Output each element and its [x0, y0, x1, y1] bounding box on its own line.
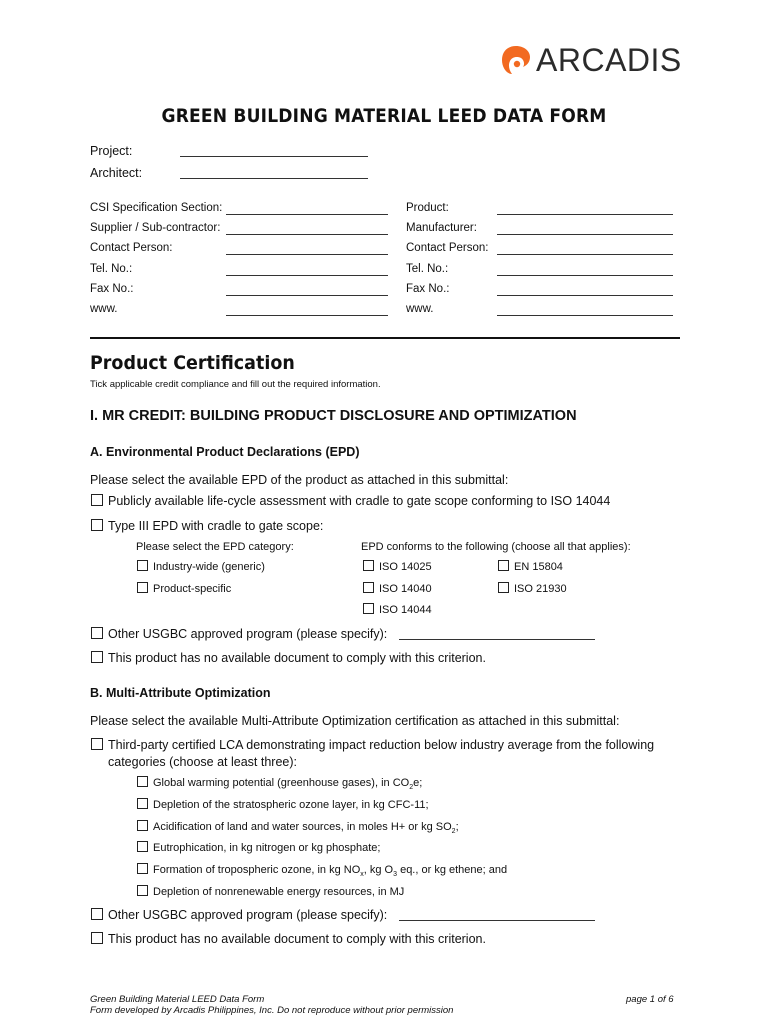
subscript: 2: [451, 828, 456, 836]
page-number: page 1 of 6: [626, 994, 674, 1005]
option-label: Acidification of land and water sources, in moles H+ or kg SO: [153, 821, 452, 833]
checkbox[interactable]: [137, 560, 148, 571]
epd-none-option[interactable]: [91, 651, 486, 665]
fax-field[interactable]: [226, 283, 388, 301]
epd-type3-label: Type III EPD with cradle to gate scope:: [108, 519, 324, 533]
option-label: ISO 14025: [379, 561, 432, 573]
mfr-contact-person-label: Contact Person:: [406, 242, 489, 254]
footer-permission: Form developed by Arcadis Philippines, Inc. Do not reproduce without prior permission: [90, 1005, 454, 1016]
tel-label: Tel. No.:: [90, 263, 133, 275]
checkbox[interactable]: [91, 519, 103, 531]
epd-industry-wide-option[interactable]: [137, 560, 265, 573]
fax-label: Fax No.:: [90, 283, 134, 295]
section-divider: [90, 337, 680, 339]
option-label: ISO 21930: [514, 583, 567, 595]
tel-field[interactable]: [226, 263, 388, 281]
option-label: Global warming potential (greenhouse gases), in CO: [153, 777, 410, 789]
epd-lca-option[interactable]: [91, 494, 610, 508]
checkbox[interactable]: [91, 494, 103, 506]
option-label: EN 15804: [514, 561, 563, 573]
epd-lca-label: Publicly available life-cycle assessment with cradle to gate scope conforming to ISO 14044: [108, 494, 611, 508]
mao-lca-option[interactable]: [91, 738, 654, 752]
mao-lca-label-cont: categories (choose at least three):: [108, 755, 297, 769]
epd-intro: Please select the available EPD of the product as attached in this submittal:: [90, 473, 509, 487]
architect-label: Architect:: [90, 166, 143, 180]
option-label: Product-specific: [153, 583, 232, 595]
acidification-option[interactable]: [137, 820, 459, 835]
checkbox[interactable]: [137, 820, 148, 831]
checkbox[interactable]: [498, 560, 509, 571]
mao-other-field[interactable]: [399, 908, 595, 926]
option-label-mid: , kg O: [363, 864, 394, 876]
checkbox[interactable]: [137, 841, 148, 852]
checkbox[interactable]: [91, 738, 103, 750]
iso-14025-option[interactable]: [363, 560, 432, 573]
checkbox[interactable]: [137, 863, 148, 874]
mfr-www-label: www.: [406, 303, 434, 315]
page-title: GREEN BUILDING MATERIAL LEED DATA FORM: [161, 105, 607, 127]
contact-person-label: Contact Person:: [90, 242, 173, 254]
supplier-field[interactable]: [226, 222, 388, 240]
checkbox[interactable]: [137, 582, 148, 593]
option-label: Depletion of the stratospheric ozone layer, in kg CFC-11;: [153, 799, 429, 811]
option-label: Eutrophication, in kg nitrogen or kg phosphate;: [153, 842, 381, 854]
epd-other-option[interactable]: [91, 627, 387, 641]
mao-heading: B. Multi-Attribute Optimization: [90, 686, 271, 700]
subscript: 2: [409, 784, 414, 792]
epd-other-field[interactable]: [399, 627, 595, 645]
arcadis-swirl-icon: [500, 44, 532, 76]
csi-section-label: CSI Specification Section:: [90, 202, 223, 214]
option-label: ISO 14044: [379, 604, 432, 616]
csi-section-field[interactable]: [226, 202, 388, 220]
checkbox[interactable]: [91, 651, 103, 663]
checkbox[interactable]: [498, 582, 509, 593]
footer-form-name: Green Building Material LEED Data Form: [90, 994, 265, 1005]
supplier-label: Supplier / Sub-contractor:: [90, 222, 221, 234]
manufacturer-field[interactable]: [497, 222, 673, 240]
checkbox[interactable]: [91, 627, 103, 639]
manufacturer-label: Manufacturer:: [406, 222, 477, 234]
option-label: Depletion of nonrenewable energy resources, in MJ: [153, 886, 405, 898]
iso-14044-option[interactable]: [363, 603, 432, 616]
gwp-option[interactable]: [137, 776, 422, 791]
checkbox[interactable]: [137, 798, 148, 809]
certification-note: Tick applicable credit compliance and fill out the required information.: [90, 379, 381, 390]
epd-heading: A. Environmental Product Declarations (EPD): [90, 445, 360, 459]
mr-credit-heading: I. MR CREDIT: BUILDING PRODUCT DISCLOSURE AND OPTIMIZATION: [90, 408, 577, 424]
checkbox[interactable]: [137, 776, 148, 787]
option-label: This product has no available document to comply with this criterion.: [108, 932, 486, 946]
epd-product-specific-option[interactable]: [137, 582, 231, 595]
iso-14040-option[interactable]: [363, 582, 432, 595]
mfr-contact-person-field[interactable]: [497, 242, 673, 260]
option-label: This product has no available document to comply with this criterion.: [108, 651, 486, 665]
mfr-tel-field[interactable]: [497, 263, 673, 281]
epd-conforms-label: EPD conforms to the following (choose all that applies):: [361, 541, 631, 553]
mfr-fax-label: Fax No.:: [406, 283, 450, 295]
product-label: Product:: [406, 202, 449, 214]
option-label: Other USGBC approved program (please specify):: [108, 908, 388, 922]
option-label-end: eq., or kg ethene; and: [397, 864, 508, 876]
en-15804-option[interactable]: [498, 560, 563, 573]
option-label: ISO 14040: [379, 583, 432, 595]
arcadis-logo: [500, 41, 682, 78]
ozone-option[interactable]: [137, 798, 429, 811]
brand-name: ARCADIS: [536, 41, 682, 78]
iso-21930-option[interactable]: [498, 582, 567, 595]
eutrophication-option[interactable]: [137, 841, 380, 854]
option-label-end: e;: [413, 777, 423, 789]
checkbox[interactable]: [363, 560, 374, 571]
option-label-end: ;: [455, 821, 459, 833]
project-label: Project:: [90, 144, 133, 158]
epd-category-label: Please select the EPD category:: [136, 541, 294, 553]
checkbox[interactable]: [91, 932, 103, 944]
option-label: Formation of tropospheric ozone, in kg NO: [153, 864, 361, 876]
architect-field[interactable]: [180, 166, 368, 184]
mfr-tel-label: Tel. No.:: [406, 263, 449, 275]
option-label: Industry-wide (generic): [153, 561, 265, 573]
energy-option[interactable]: [137, 885, 404, 898]
checkbox[interactable]: [363, 582, 374, 593]
mao-none-option[interactable]: [91, 932, 486, 946]
certification-heading: Product Certification: [90, 352, 295, 374]
product-field[interactable]: [497, 202, 673, 220]
subscript: x: [360, 871, 364, 879]
mao-other-option[interactable]: [91, 908, 387, 922]
mao-intro: Please select the available Multi-Attribute Optimization certification as attached in this submittal:: [90, 714, 620, 728]
mfr-www-field[interactable]: [497, 303, 673, 321]
checkbox[interactable]: [91, 908, 103, 920]
checkbox[interactable]: [137, 885, 148, 896]
www-label: www.: [90, 303, 118, 315]
subscript: 3: [393, 871, 398, 879]
project-field[interactable]: [180, 144, 368, 162]
option-label: Other USGBC approved program (please specify):: [108, 627, 388, 641]
smog-option[interactable]: [137, 863, 507, 878]
checkbox[interactable]: [363, 603, 374, 614]
contact-person-field[interactable]: [226, 242, 388, 260]
www-field[interactable]: [226, 303, 388, 321]
epd-type3-option[interactable]: [91, 519, 323, 533]
option-label: Third-party certified LCA demonstrating impact reduction below industry average from the following: [108, 738, 655, 752]
mfr-fax-field[interactable]: [497, 283, 673, 301]
